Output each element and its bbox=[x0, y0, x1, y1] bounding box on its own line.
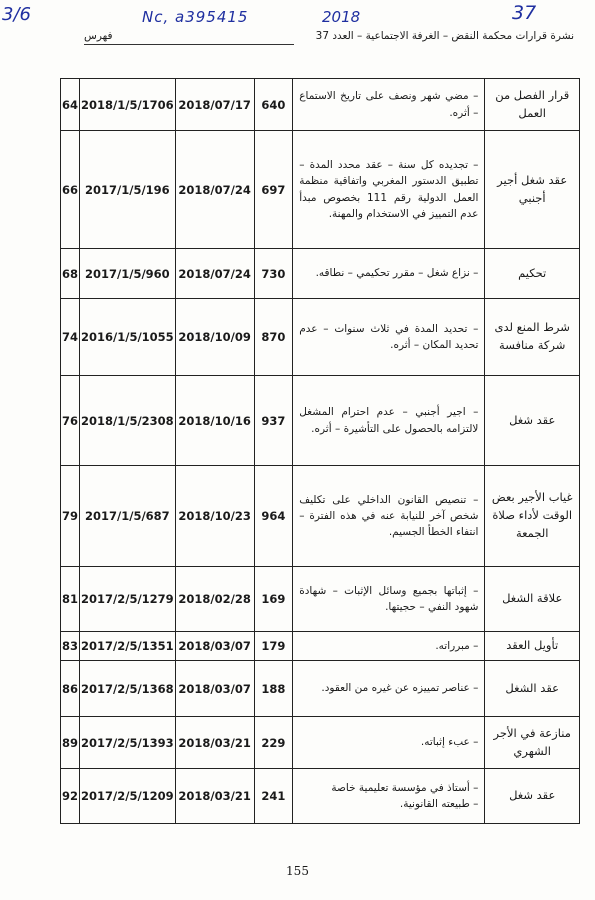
decision-number-cell: 937 bbox=[254, 376, 293, 466]
table-row bbox=[61, 717, 580, 769]
file-number-cell: 2018/1/5/1706 bbox=[80, 79, 176, 131]
file-number-cell: 2017/2/5/1393 bbox=[80, 717, 176, 769]
decision-number-cell: 188 bbox=[254, 661, 293, 717]
decision-number-cell: 241 bbox=[254, 769, 293, 824]
summary-line: – مبرراته. bbox=[435, 639, 479, 652]
decision-date-cell: 2018/03/21 bbox=[175, 717, 254, 769]
summary-line: – عناصر تمييزه عن غيره من العقود. bbox=[321, 682, 479, 695]
table-row bbox=[61, 466, 580, 567]
decision-number-cell: 730 bbox=[254, 249, 293, 299]
subject-cell: تأويل العقد bbox=[485, 632, 580, 661]
summary-line: – أستاذ في مؤسسة تعليمية خاصة bbox=[331, 781, 479, 794]
handwritten-year: 2018 bbox=[322, 8, 361, 26]
summary-cell bbox=[293, 632, 485, 661]
file-number-cell: 2016/1/5/1055 bbox=[80, 299, 176, 376]
decision-number-cell: 229 bbox=[254, 717, 293, 769]
page-ref-cell: 74 bbox=[61, 299, 80, 376]
summary-cell bbox=[293, 567, 485, 632]
table-row bbox=[61, 632, 580, 661]
file-number-cell: 2017/2/5/1209 bbox=[80, 769, 176, 824]
page-ref-cell: 79 bbox=[61, 466, 80, 567]
page-ref-cell: 68 bbox=[61, 249, 80, 299]
summary-line: – نزاع شغل – مقرر تحكيمي – نطاقه. bbox=[315, 267, 479, 280]
index-table bbox=[60, 78, 580, 824]
subject-cell: قرار الفصل من العمل bbox=[485, 79, 580, 131]
summary-line: – عبء إثباته. bbox=[420, 736, 479, 749]
page-ref-cell: 66 bbox=[61, 131, 80, 249]
summary-cell bbox=[293, 299, 485, 376]
decision-date-cell: 2018/03/21 bbox=[175, 769, 254, 824]
subject-cell: عقد الشغل bbox=[485, 661, 580, 717]
header-title: نشرة قرارات محكمة النقض – الغرفة الاجتماعية – العدد 37 bbox=[315, 30, 574, 42]
decision-date-cell: 2018/10/09 bbox=[175, 299, 254, 376]
handwritten-number: 37 bbox=[512, 2, 537, 24]
subject-cell: عقد شغل bbox=[485, 769, 580, 824]
handwritten-reference: Nc, a395415 bbox=[142, 8, 249, 26]
decision-number-cell: 640 bbox=[254, 79, 293, 131]
summary-line: – تجديده كل سنة – عقد محدد المدة – تطبيق الدستور المغربي واتفاقية منظمة العمل الدولية رقم 111 بخصوص مبدأ عدم التمييز في الاستخدام والمهنة. bbox=[299, 158, 479, 220]
summary-cell bbox=[293, 249, 485, 299]
table-row bbox=[61, 249, 580, 299]
summary-cell bbox=[293, 661, 485, 717]
summary-cell bbox=[293, 717, 485, 769]
table-row bbox=[61, 299, 580, 376]
header-index-label: فهرس bbox=[84, 30, 113, 42]
summary-cell bbox=[293, 79, 485, 131]
table-row bbox=[61, 79, 580, 131]
decision-date-cell: 2018/10/23 bbox=[175, 466, 254, 567]
decision-date-cell: 2018/10/16 bbox=[175, 376, 254, 466]
subject-cell: شرط المنع لدى شركة منافسة bbox=[485, 299, 580, 376]
page-number: 155 bbox=[286, 864, 309, 878]
subject-cell: غياب الأجير بعض الوقت لأداء صلاة الجمعة bbox=[485, 466, 580, 567]
decision-number-cell: 169 bbox=[254, 567, 293, 632]
table-row bbox=[61, 131, 580, 249]
header-rule bbox=[84, 44, 294, 45]
file-number-cell: 2017/1/5/687 bbox=[80, 466, 176, 567]
decision-date-cell: 2018/03/07 bbox=[175, 632, 254, 661]
decision-date-cell: 2018/02/28 bbox=[175, 567, 254, 632]
subject-cell: عقد شغل bbox=[485, 376, 580, 466]
file-number-cell: 2017/2/5/1351 bbox=[80, 632, 176, 661]
subject-cell: تحكيم bbox=[485, 249, 580, 299]
handwritten-page-fraction: 3/6 bbox=[2, 4, 31, 25]
summary-line: – تحديد المدة في ثلاث سنوات – عدم تحديد المكان – أثره. bbox=[299, 322, 479, 351]
page-ref-cell: 86 bbox=[61, 661, 80, 717]
subject-cell: علاقة الشغل bbox=[485, 567, 580, 632]
page-ref-cell: 81 bbox=[61, 567, 80, 632]
summary-line: – إثباتها بجميع وسائل الإثبات – شهادة شهود النفي – حجيتها. bbox=[299, 584, 479, 613]
table-row bbox=[61, 567, 580, 632]
decision-number-cell: 697 bbox=[254, 131, 293, 249]
table-row bbox=[61, 376, 580, 466]
decision-number-cell: 964 bbox=[254, 466, 293, 567]
summary-line: – مضي شهر ونصف على تاريخ الاستماع – أثره. bbox=[299, 90, 479, 119]
file-number-cell: 2017/1/5/960 bbox=[80, 249, 176, 299]
summary-line: – طبيعته القانونية. bbox=[399, 798, 479, 810]
file-number-cell: 2017/2/5/1368 bbox=[80, 661, 176, 717]
subject-cell: عقد شغل أجير أجنبي bbox=[485, 131, 580, 249]
decision-date-cell: 2018/07/17 bbox=[175, 79, 254, 131]
page-ref-cell: 83 bbox=[61, 632, 80, 661]
summary-cell bbox=[293, 466, 485, 567]
summary-line: – تنصيص القانون الداخلي على تكليف شخص آخر للنيابة عنه في هذه الفترة – انتفاء الخطأ الجسيم. bbox=[299, 493, 479, 539]
page-ref-cell: 92 bbox=[61, 769, 80, 824]
decision-number-cell: 179 bbox=[254, 632, 293, 661]
subject-cell: منازعة في الأجر الشهري bbox=[485, 717, 580, 769]
index-table-body bbox=[61, 79, 580, 824]
summary-cell bbox=[293, 769, 485, 824]
table-row bbox=[61, 769, 580, 824]
summary-cell bbox=[293, 376, 485, 466]
summary-cell bbox=[293, 131, 485, 249]
decision-date-cell: 2018/07/24 bbox=[175, 131, 254, 249]
page-ref-cell: 76 bbox=[61, 376, 80, 466]
page-ref-cell: 89 bbox=[61, 717, 80, 769]
page-ref-cell: 64 bbox=[61, 79, 80, 131]
file-number-cell: 2017/2/5/1279 bbox=[80, 567, 176, 632]
running-header bbox=[84, 30, 574, 48]
table-row bbox=[61, 661, 580, 717]
summary-line: – اجير أجنبي – عدم احترام المشغل لالتزامه بالحصول على التأشيرة – أثره. bbox=[299, 406, 479, 435]
file-number-cell: 2017/1/5/196 bbox=[80, 131, 176, 249]
decision-number-cell: 870 bbox=[254, 299, 293, 376]
decision-date-cell: 2018/07/24 bbox=[175, 249, 254, 299]
decision-date-cell: 2018/03/07 bbox=[175, 661, 254, 717]
file-number-cell: 2018/1/5/2308 bbox=[80, 376, 176, 466]
